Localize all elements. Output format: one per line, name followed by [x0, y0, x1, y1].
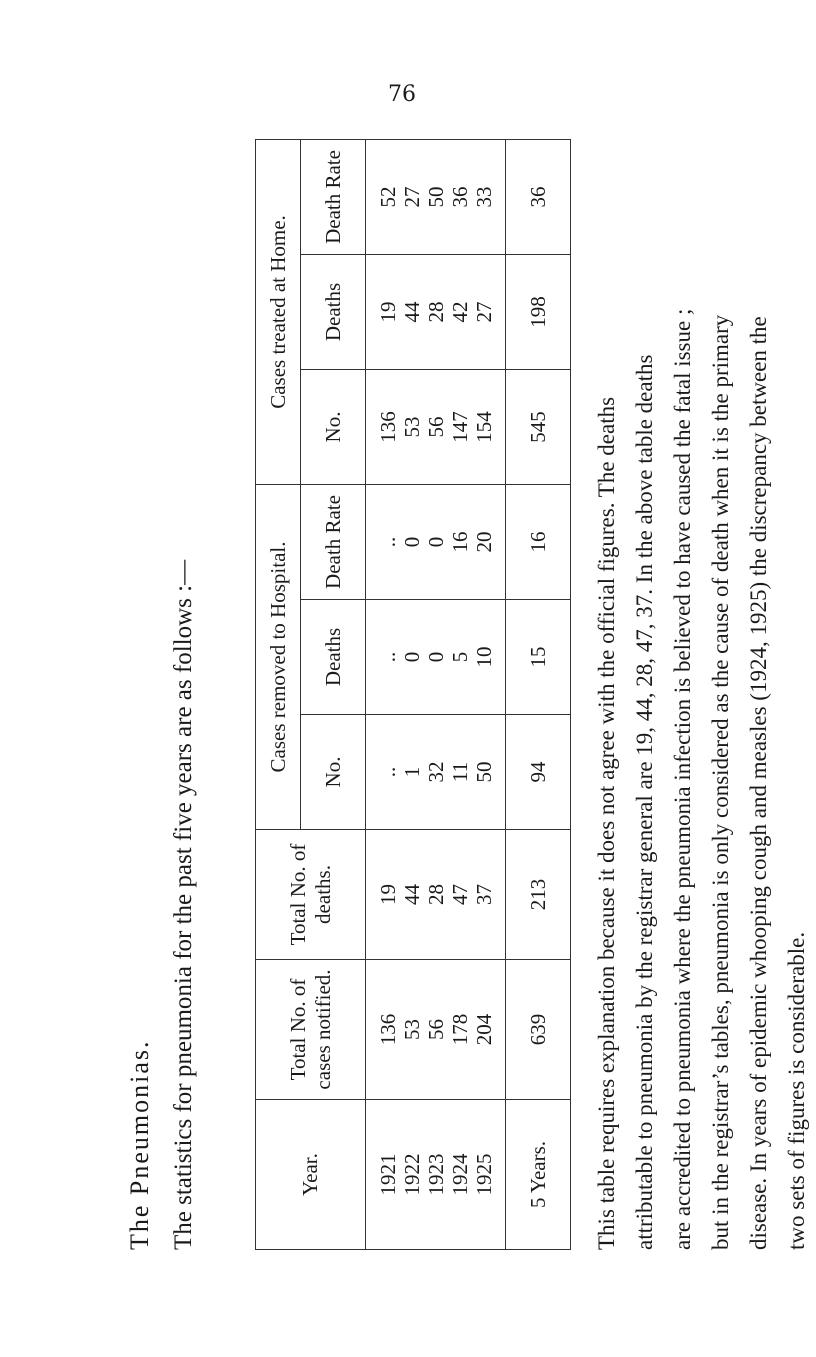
- col-header-year: Year.: [256, 1100, 366, 1250]
- table-cell-value: 27: [399, 186, 424, 208]
- yearly-rows: [366, 139, 506, 1249]
- note-line: attributable to pneumonia by the registrar general are 19, 44, 28, 47, 37. In the above table deaths: [632, 354, 657, 1250]
- page-title: The Pneumonias.: [125, 1039, 154, 1250]
- table-cell-value: 56: [423, 416, 448, 438]
- table-cell-value: 56: [423, 1019, 448, 1040]
- table-cell-value: 5: [447, 651, 472, 663]
- home-rate-values: [366, 139, 506, 254]
- table-cell-value: 50: [471, 761, 496, 783]
- table-cell-value: 1922: [399, 1153, 424, 1196]
- table-cell-value: 53: [399, 1019, 424, 1040]
- table-cell-value: 1: [399, 766, 424, 778]
- totals-home-no: 545: [506, 370, 571, 485]
- totals-deaths: 213: [506, 830, 571, 960]
- table-cell-value: 50: [423, 186, 448, 208]
- page-subtitle: The statistics for pneumonia for the past five years are as follows :—: [170, 559, 197, 1250]
- group-header-hospital: Cases removed to Hospital.: [256, 485, 301, 830]
- col-header-total-deaths: Total No. of deaths.: [256, 830, 366, 960]
- hospital-no-values: [366, 715, 506, 830]
- note-line: This table requires explanation because it does not agree with the official figures. The deaths: [594, 396, 619, 1250]
- hospital-deaths-values: [366, 600, 506, 715]
- table-cell-value: 42: [447, 301, 472, 323]
- col-header-hospital-no: No.: [301, 715, 366, 830]
- totals-hospital-deaths: 15: [506, 600, 571, 715]
- col-header-hospital-deaths: Deaths: [301, 600, 366, 715]
- col-header-hospital-death-rate: Death Rate: [301, 485, 366, 600]
- col-header-home-deaths: Deaths: [301, 255, 366, 370]
- hospital-rate-values: [366, 485, 506, 600]
- table-cell-value: 19: [375, 884, 400, 905]
- table-cell-value: 44: [399, 884, 424, 905]
- table-cell-value: 10: [471, 646, 496, 668]
- home-deaths-values: [366, 255, 506, 370]
- table-cell-value: 1924: [447, 1153, 472, 1196]
- table-cell-value: 19: [375, 301, 400, 323]
- totals-notified: 639: [506, 960, 571, 1100]
- pneumonia-statistics-table: [255, 139, 571, 1250]
- total-deaths-values: [366, 830, 506, 960]
- table-cell-value: 33: [471, 186, 496, 208]
- totals-row: [506, 139, 571, 1249]
- table-cell-value: ..: [375, 766, 400, 778]
- totals-hospital-no: 94: [506, 715, 571, 830]
- table-cell-value: 52: [375, 186, 400, 208]
- note-line: two sets of figures is considerable.: [784, 931, 809, 1250]
- table-cell-value: 36: [447, 186, 472, 208]
- table-cell-value: 204: [471, 1013, 496, 1046]
- page-number: 76: [388, 82, 416, 107]
- table-cell-value: 178: [447, 1013, 472, 1046]
- table-cell-value: 136: [375, 411, 400, 443]
- table-cell-value: 0: [399, 536, 424, 548]
- table-cell-value: 28: [423, 884, 448, 905]
- table-cell-value: 1921: [375, 1153, 400, 1196]
- explanatory-notes: [588, 140, 816, 1250]
- table-cell-value: 28: [423, 301, 448, 323]
- table-cell-value: 0: [423, 651, 448, 663]
- table-cell-value: 27: [471, 301, 496, 323]
- table-cell-value: 1923: [423, 1153, 448, 1196]
- table-cell-value: 32: [423, 761, 448, 783]
- table-cell-value: 0: [399, 651, 424, 663]
- table-cell-value: 1925: [471, 1153, 496, 1196]
- table-cell-value: 20: [471, 531, 496, 553]
- totals-hospital-rate: 16: [506, 485, 571, 600]
- table-cell-value: 136: [375, 1013, 400, 1046]
- totals-home-deaths: 198: [506, 255, 571, 370]
- table-cell-value: 0: [423, 536, 448, 548]
- col-header-home-no: No.: [301, 370, 366, 485]
- note-line: are accredited to pneumonia where the pneumonia infection is believed to have caused the fatal issue ;: [670, 308, 695, 1250]
- table-cell-value: ..: [375, 651, 400, 663]
- table-cell-value: 37: [471, 884, 496, 905]
- totals-home-rate: 36: [506, 139, 571, 254]
- col-header-cases-notified: Total No. of cases notified.: [256, 960, 366, 1100]
- totals-label: 5 Years.: [506, 1100, 571, 1250]
- home-no-values: [366, 370, 506, 485]
- year-values: [366, 1100, 506, 1250]
- table-cell-value: ..: [375, 536, 400, 548]
- group-header-home: Cases treated at Home.: [256, 139, 301, 484]
- note-line: but in the registrar’s tables, pneumonia is only considered as the cause of death when it is the primary: [708, 314, 733, 1250]
- table-cell-value: 16: [447, 531, 472, 553]
- table-cell-value: 47: [447, 884, 472, 905]
- table-cell-value: 11: [447, 761, 472, 783]
- note-line: disease. In years of epidemic whooping cough and measles (1924, 1925) the discrepancy between the: [746, 316, 771, 1250]
- notified-values: [366, 960, 506, 1100]
- table-cell-value: 53: [399, 416, 424, 438]
- table-cell-value: 44: [399, 301, 424, 323]
- table-cell-value: 147: [447, 411, 472, 443]
- table-cell-value: 154: [471, 411, 496, 443]
- col-header-home-death-rate: Death Rate: [301, 139, 366, 254]
- rotated-content: [120, 140, 809, 1250]
